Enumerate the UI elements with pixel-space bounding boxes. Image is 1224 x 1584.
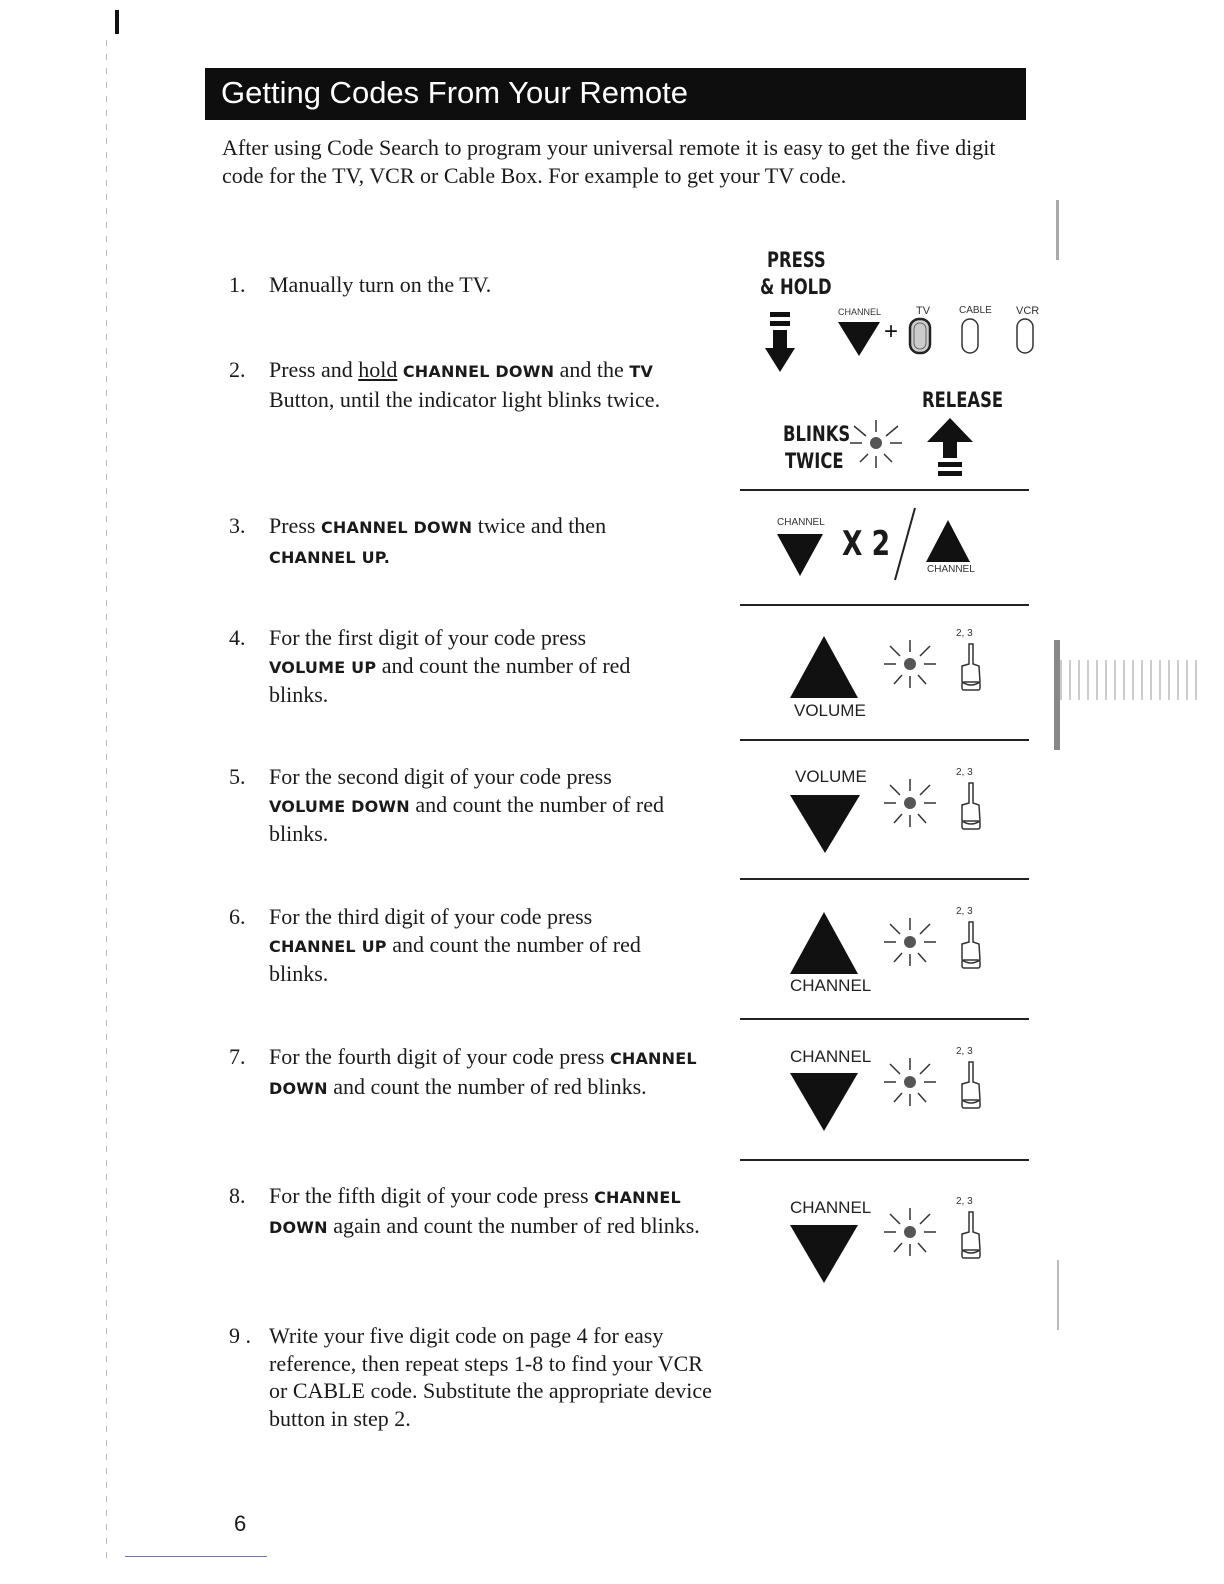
scan-noise (1056, 200, 1059, 260)
twice-label: TWICE (785, 449, 844, 473)
step-text-part: twice and then (472, 513, 607, 538)
cable-label: CABLE (959, 305, 992, 316)
step-key-label: CHANNEL UP (269, 936, 387, 956)
step-text-part: and count the number of red blinks. (269, 791, 665, 846)
step-key-label: CHANNEL DOWN (269, 1049, 697, 1098)
footer-line (125, 1556, 267, 1557)
blink-light-icon (884, 916, 938, 968)
divider (740, 489, 1029, 491)
channel-down-icon (790, 1225, 858, 1283)
channel-label: CHANNEL (790, 976, 872, 995)
channel-small-label: CHANNEL (777, 517, 825, 528)
step-text-part: again and count the number of red blinks. (327, 1212, 700, 1238)
step-key-label: VOLUME UP (269, 657, 377, 677)
channel-up-icon (790, 912, 858, 974)
plus-sign: + (884, 318, 899, 345)
count-label: 2, 3 (956, 628, 973, 639)
step-text (269, 512, 649, 571)
step-number: 3. (229, 513, 246, 538)
step-text-part: For the fifth digit of your code press (269, 1183, 595, 1208)
step-text-part: Press (269, 513, 321, 538)
step-text-part: For the second digit of your code press (269, 764, 612, 789)
x2-label: X 2 (842, 524, 891, 564)
step-key-label: CHANNEL DOWN (269, 1188, 681, 1237)
channel-up-icon (926, 520, 970, 562)
channel-label: CHANNEL (790, 1047, 872, 1066)
count-label: 2, 3 (956, 1196, 973, 1207)
device-buttons-icon (908, 317, 1038, 357)
channel-down-icon (777, 534, 823, 576)
channel-down-icon (838, 322, 880, 356)
divider (740, 1018, 1029, 1020)
step-text-part: and count the number of red blinks. (269, 931, 641, 986)
step-text-underlined: hold (358, 357, 398, 382)
channel-down-icon (790, 1073, 858, 1131)
step-key-label: CHANNEL DOWN (402, 362, 555, 381)
step-text-part: and the (554, 357, 630, 382)
header-bar (205, 68, 1026, 120)
step-key-label: CHANNEL DOWN (320, 518, 473, 537)
press-label: PRESS (767, 248, 826, 272)
step-text-part: and count the number of red blinks. (327, 1073, 647, 1099)
vcr-label: VCR (1016, 305, 1040, 317)
count-label: 2, 3 (956, 1046, 973, 1057)
step-number: 4. (229, 625, 246, 650)
step-text-part: For the first digit of your code press (269, 625, 587, 650)
divider (740, 878, 1029, 880)
counting-hand-icon (959, 920, 983, 970)
blink-light-icon (884, 777, 938, 829)
step-number: 6. (229, 904, 246, 929)
step-text-part: For the third digit of your code press (269, 904, 593, 929)
step-text (269, 356, 669, 413)
step-number: 1. (229, 272, 246, 297)
page-title: Getting Codes From Your Remote (221, 75, 688, 110)
release-label: RELEASE (922, 388, 1004, 412)
step-text (269, 624, 659, 709)
counting-hand-icon (959, 1210, 983, 1260)
step-key-label: CHANNEL UP. (269, 547, 391, 567)
step-text-part: For the fourth digit of your code press (269, 1044, 610, 1069)
counting-hand-icon (959, 1060, 983, 1110)
scan-noise (1057, 1260, 1059, 1330)
volume-label: VOLUME (794, 701, 866, 720)
scan-mark (115, 10, 119, 34)
counting-hand-icon (959, 781, 983, 831)
count-label: 2, 3 (956, 906, 973, 917)
volume-label: VOLUME (795, 767, 867, 786)
step-number: 2. (229, 357, 246, 382)
hold-label: & HOLD (760, 275, 832, 299)
volume-down-icon (790, 795, 860, 853)
channel-small-label: CHANNEL (927, 564, 975, 575)
step-text (269, 903, 659, 988)
volume-up-icon (790, 636, 858, 698)
step-text-part: Press and (269, 357, 359, 382)
step-text-part: Manually turn on the TV. (269, 272, 492, 297)
page-number: 6 (234, 1511, 247, 1536)
step-number: 8. (229, 1183, 246, 1208)
blinks-label: BLINKS (783, 422, 851, 446)
count-label: 2, 3 (956, 767, 973, 778)
divider (740, 604, 1029, 606)
divider (740, 739, 1029, 741)
counting-hand-icon (959, 642, 983, 692)
release-up-arrow-icon (927, 418, 973, 480)
step-key-label: VOLUME DOWN (269, 796, 410, 816)
blink-light-icon (850, 418, 904, 468)
scan-noise (1060, 660, 1200, 700)
step-number: 5. (229, 764, 246, 789)
channel-label: CHANNEL (790, 1198, 872, 1217)
channel-small-label: CHANNEL (838, 307, 882, 317)
step-text (269, 763, 679, 848)
step-key-label: TV (629, 362, 654, 381)
intro-paragraph: After using Code Search to program your universal remote it is easy to get the five digit code for the TV, VCR or Cable Box. For example to get your TV code. (222, 135, 996, 188)
blink-light-icon (884, 1056, 938, 1108)
tv-label: TV (916, 305, 931, 317)
slash-divider (893, 508, 917, 580)
step-text (269, 1322, 719, 1432)
divider (740, 1159, 1029, 1161)
step-text-part: Button, until the indicator light blinks twice. (269, 386, 661, 412)
step-number: 9 . (229, 1323, 251, 1348)
press-down-arrow-icon (765, 312, 795, 374)
step-text (269, 1043, 719, 1102)
step-text (269, 271, 729, 299)
step-text (269, 1182, 714, 1241)
blink-light-icon (884, 1206, 938, 1258)
blink-light-icon (884, 638, 938, 690)
scan-edge (106, 40, 107, 1560)
step-text-part: Write your five digit code on page 4 for easy reference, then repeat steps 1-8 to find your VCR or CABLE code. Substitute the appropriate device button in step 2. (269, 1323, 712, 1431)
step-number: 7. (229, 1044, 246, 1069)
step-text-part: and count the number of red blinks. (269, 652, 631, 707)
